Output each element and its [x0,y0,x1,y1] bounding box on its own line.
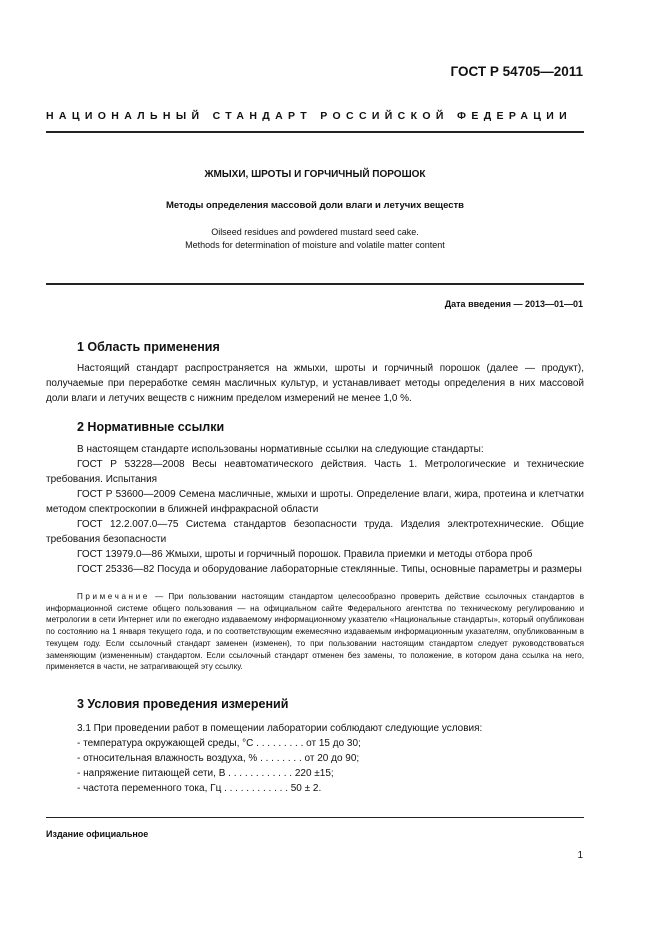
reference-text: ГОСТ 12.2.007.0—75 Система стандартов безопасности труда. Изделия электротехнические. Общие требования безопасности [46,519,584,545]
condition-row: - относительная влажность воздуха, % . . . . . . . . от 20 до 90; [77,753,360,764]
footer-divider [46,817,584,818]
reference-text: ГОСТ Р 53228—2008 Весы неавтоматического действия. Часть 1. Метрологические и технические требования. Испытания [46,459,584,485]
official-edition-label: Издание официальное [46,829,149,839]
section-2-intro [46,442,584,457]
section-1-heading: 1 Область применения [77,340,220,354]
condition-row: - частота переменного тока, Гц . . . . . . . . . . . . 50 ± 2. [77,783,322,794]
reference-item [46,487,584,517]
introduction-date: Дата введения — 2013—01—01 [444,299,583,309]
reference-item [46,547,584,562]
note-label: Примечание [77,592,150,601]
section-3-intro [46,721,584,736]
reference-text: ГОСТ Р 53600—2009 Семена масличные, жмыхи и шроты. Определение влаги, жира, протеина и клетчатки методом спектроскопии в ближней инфракрасной области [46,489,584,515]
document-subtitle: Методы определения массовой доли влаги и летучих веществ [165,200,465,211]
page-number: 1 [577,850,583,861]
english-title [46,226,584,252]
title-divider [46,283,584,285]
section-3-heading: 3 Условия проведения измерений [77,697,289,711]
document-title: ЖМЫХИ, ШРОТЫ И ГОРЧИЧНЫЙ ПОРОШОК [204,169,426,180]
reference-text: ГОСТ 13979.0—86 Жмыхи, шроты и горчичный порошок. Правила приемки и методы отбора проб [77,549,533,560]
section-1-paragraph [46,361,584,406]
gost-number: ГОСТ Р 54705—2011 [450,64,583,79]
header-divider [46,131,584,133]
national-standard-banner: НАЦИОНАЛЬНЫЙ СТАНДАРТ РОССИЙСКОЙ ФЕДЕРАЦИИ [46,110,573,122]
section-2-heading: 2 Нормативные ссылки [77,420,225,434]
reference-item [46,457,584,487]
section-1-text: Настоящий стандарт распространяется на жмыхи, шроты и горчичный порошок (далее — продукт), получаемые при переработке семян масличных культур, и устанавливает методы определения в них массовой доли влаги и летучих веществ с нижним пределом измерений не менее 1,0 %. [46,363,584,404]
condition-row: - температура окружающей среды, °С . . . . . . . . . от 15 до 30; [77,738,361,749]
english-title-line2: Methods for determination of moisture and volatile matter content [185,240,445,250]
section-2-intro-text: В настоящем стандарте использованы нормативные ссылки на следующие стандарты: [77,444,484,455]
reference-item [46,517,584,547]
reference-text: ГОСТ 25336—82 Посуда и оборудование лабораторные стеклянные. Типы, основные параметры и размеры [77,564,582,575]
note-block [46,591,584,673]
section-3-intro-text: 3.1 При проведении работ в помещении лаборатории соблюдают следующие условия: [77,723,483,734]
english-title-line1: Oilseed residues and powdered mustard seed cake. [211,227,419,237]
note-text: — При пользовании настоящим стандартом целесообразно проверить действие ссылочных стандартов в информационной системе общего пользования — на официальном сайте Федерального агентства по техническому регулированию и метрологии в сети Интернет или по ежегодно издаваемому информационному указателю «Национальные стандарты», который опубликован по состоянию на 1 января текущего года, и по соответствующим ежемесячно издаваемым информационным указателям, опубликованным в текущем году. Если ссылочный стандарт заменен (изменен), то при пользовании настоящим стандартом следует руководствоваться заменяющим (измененным) стандартом. Если ссылочный стандарт отменен без замены, то положение, в котором дана ссылка на него, применяется в части, не затрагивающей эту ссылку. [46,592,584,672]
reference-item [46,562,584,577]
condition-row: - напряжение питающей сети, В . . . . . . . . . . . . 220 ±15; [77,768,334,779]
